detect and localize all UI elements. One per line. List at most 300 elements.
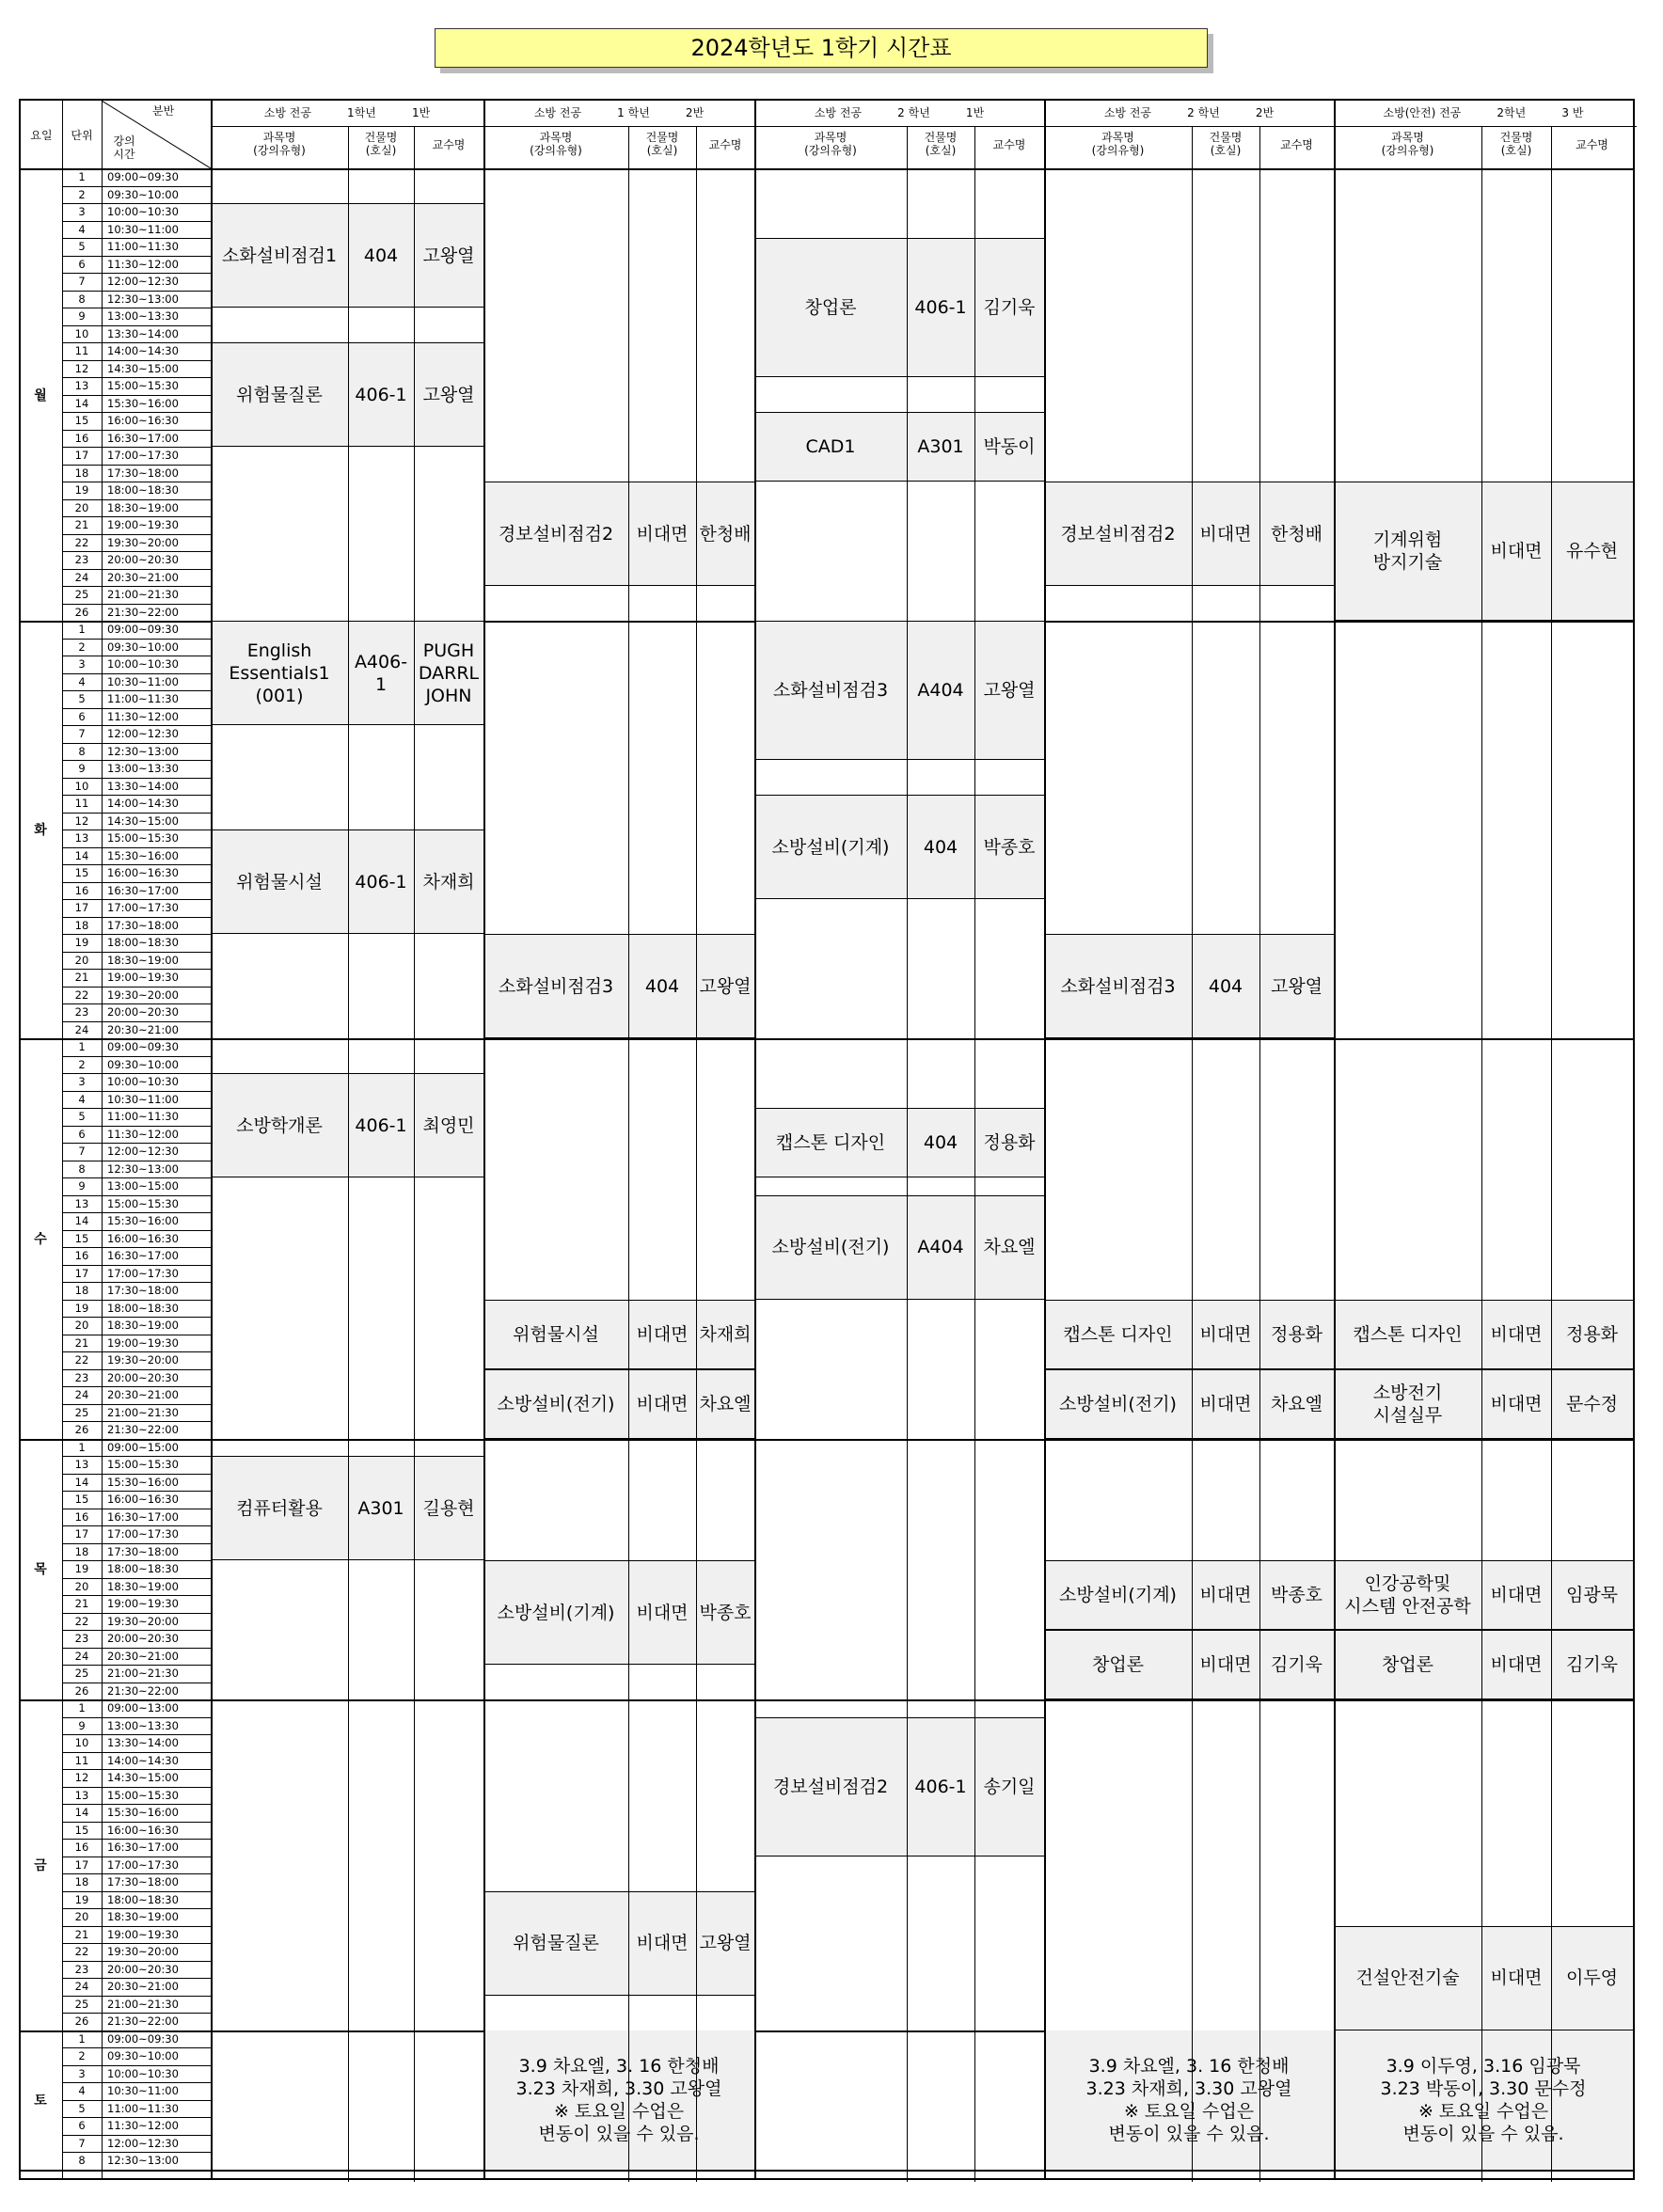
slot-unit: 22 — [74, 1353, 89, 1367]
slot-time: 19:00~19:30 — [107, 518, 179, 531]
slot-unit: 11 — [74, 1753, 89, 1767]
slot-unit: 26 — [74, 2014, 89, 2028]
slot-unit: 14 — [74, 1214, 89, 1227]
slot-unit: 2 — [78, 2049, 86, 2062]
slot-time: 20:00~20:30 — [107, 1005, 179, 1019]
slot-unit: 13 — [74, 1458, 89, 1471]
slot-time: 21:00~21:30 — [107, 1667, 179, 1680]
course-room: 비대면 — [1481, 1300, 1551, 1369]
slot-unit: 4 — [78, 1092, 86, 1106]
slot-unit: 2 — [78, 187, 86, 201]
slot-unit: 22 — [74, 988, 89, 1002]
slot-unit: 18 — [74, 918, 89, 932]
slot-time: 14:30~15:00 — [107, 814, 179, 828]
course-room: 비대면 — [1481, 482, 1551, 621]
course-prof: 정용화 — [974, 1108, 1044, 1177]
column-header-room: 건물명 (호실) — [1499, 131, 1533, 157]
grid-hline — [211, 126, 1637, 127]
slot-time: 10:30~11:00 — [107, 1092, 179, 1106]
slot-time: 15:30~16:00 — [107, 396, 179, 410]
slot-time: 17:30~18:00 — [107, 1875, 179, 1888]
course-prof: 김기욱 — [1551, 1630, 1633, 1699]
slot-unit: 21 — [74, 518, 89, 531]
slot-time: 19:00~19:30 — [107, 1927, 179, 1941]
grid-vline — [754, 101, 756, 2178]
slot-time: 11:30~12:00 — [107, 2119, 179, 2132]
class-header-1: 소방 전공 1학년 1반 — [263, 106, 431, 119]
column-header-subject: 과목명 (강의유형) — [253, 131, 306, 157]
slot-unit: 1 — [78, 623, 86, 636]
slot-time: 16:00~16:30 — [107, 1493, 179, 1506]
slot-unit: 20 — [74, 953, 89, 967]
course-prof: 박종호 — [696, 1560, 754, 1665]
slot-time: 19:00~19:30 — [107, 1335, 179, 1350]
course-prof: 한청배 — [696, 482, 754, 586]
course-prof: 최영민 — [414, 1073, 483, 1177]
course-prof: 송기일 — [974, 1717, 1044, 1856]
slot-time: 17:30~18:00 — [107, 1544, 179, 1558]
slot-time: 17:00~17:30 — [107, 1266, 179, 1280]
course-subject: 창업론 — [754, 238, 907, 377]
course-room: 비대면 — [1481, 1560, 1551, 1630]
slot-time: 20:00~20:30 — [107, 1632, 179, 1645]
slot-time: 14:30~15:00 — [107, 1771, 179, 1784]
course-room: 404 — [1192, 934, 1259, 1038]
slot-time: 13:30~14:00 — [107, 1736, 179, 1749]
slot-time: 18:00~18:30 — [107, 1892, 179, 1906]
slot-unit: 21 — [74, 1597, 89, 1610]
slot-unit: 18 — [74, 466, 89, 480]
slot-time: 11:00~11:30 — [107, 692, 179, 705]
course-room: A301 — [907, 412, 974, 482]
slot-unit: 5 — [78, 240, 86, 253]
slot-time: 09:30~10:00 — [107, 1057, 179, 1071]
day-label: 화 — [34, 823, 47, 838]
slot-time: 16:00~16:30 — [107, 866, 179, 879]
course-subject: 인강공학및 시스템 안전공학 — [1334, 1560, 1481, 1630]
grid-vline — [211, 101, 213, 2178]
course-prof: 박종호 — [1259, 1560, 1334, 1630]
course-room: A404 — [907, 1195, 974, 1300]
slot-time: 11:30~12:00 — [107, 709, 179, 723]
course-prof: 차요엘 — [696, 1369, 754, 1439]
slot-unit: 20 — [74, 1579, 89, 1593]
course-subject: 소화설비점검3 — [754, 621, 907, 760]
slot-time: 18:30~19:00 — [107, 953, 179, 967]
slot-unit: 17 — [74, 449, 89, 462]
slot-time: 17:30~18:00 — [107, 466, 179, 480]
timetable-grid — [19, 99, 1635, 2180]
grid-vline — [1334, 101, 1336, 2178]
grid-vline — [1192, 168, 1193, 2182]
slot-unit: 19 — [74, 1301, 89, 1315]
slot-time: 11:00~11:30 — [107, 2101, 179, 2115]
slot-unit: 14 — [74, 1806, 89, 1819]
day-label: 토 — [34, 2093, 47, 2109]
slot-time: 13:30~14:00 — [107, 779, 179, 793]
slot-unit: 3 — [78, 205, 86, 218]
slot-unit: 15 — [74, 866, 89, 879]
column-header-subject: 과목명 (강의유형) — [804, 131, 857, 157]
slot-unit: 16 — [74, 883, 89, 897]
course-room: 비대면 — [1192, 1300, 1259, 1369]
day-label: 월 — [34, 387, 47, 403]
slot-unit: 20 — [74, 1910, 89, 1923]
course-prof: 이두영 — [1551, 1926, 1633, 2030]
slot-time: 20:00~20:30 — [107, 1962, 179, 1976]
slot-unit: 8 — [78, 1161, 86, 1176]
course-subject: 소방설비(기계) — [1044, 1560, 1192, 1630]
course-subject: 소화설비점검1 — [211, 203, 348, 308]
slot-unit: 18 — [74, 1875, 89, 1888]
course-prof: 김기욱 — [1259, 1630, 1334, 1699]
course-prof: 고왕열 — [974, 621, 1044, 760]
slot-time: 15:00~15:30 — [107, 1788, 179, 1802]
slot-time: 17:00~17:30 — [107, 901, 179, 914]
slot-unit: 1 — [78, 1701, 86, 1714]
day-label: 목 — [34, 1562, 47, 1578]
slot-unit: 22 — [74, 1614, 89, 1628]
course-prof: 고왕열 — [414, 203, 483, 308]
slot-unit: 10 — [74, 326, 89, 340]
slot-unit: 15 — [74, 1823, 89, 1837]
grid-vline — [414, 168, 415, 2182]
slot-time: 13:00~15:00 — [107, 1179, 179, 1193]
slot-time: 09:00~15:00 — [107, 1440, 179, 1454]
slot-unit: 22 — [74, 1945, 89, 1958]
header-section-label: 분반 — [152, 104, 175, 118]
slot-time: 18:00~18:30 — [107, 1562, 179, 1575]
slot-unit: 16 — [74, 1841, 89, 1854]
slot-unit: 7 — [78, 275, 86, 288]
slot-time: 21:30~22:00 — [107, 2014, 179, 2028]
grid-vline — [907, 168, 908, 2182]
slot-time: 20:30~21:00 — [107, 570, 179, 584]
slot-unit: 6 — [78, 1127, 86, 1141]
slot-time: 19:30~20:00 — [107, 535, 179, 549]
course-subject: 소방설비(전기) — [754, 1195, 907, 1300]
slot-unit: 3 — [78, 2066, 86, 2080]
page-title: 2024학년도 1학기 시간표 — [435, 28, 1208, 68]
slot-unit: 6 — [78, 2119, 86, 2132]
slot-time: 13:30~14:00 — [107, 326, 179, 340]
slot-unit: 15 — [74, 414, 89, 427]
slot-time: 16:30~17:00 — [107, 431, 179, 445]
slot-unit: 10 — [74, 1736, 89, 1749]
saturday-note: 3.9 차요엘, 3. 16 한청배 3.23 차재희, 3.30 고왕열 ※ 토요일 수업은 변동이 있을 수 있음. — [483, 2030, 754, 2170]
slot-unit: 1 — [78, 170, 86, 183]
column-header-subject: 과목명 (강의유형) — [530, 131, 582, 157]
course-prof: 박동이 — [974, 412, 1044, 482]
slot-time: 13:00~13:30 — [107, 309, 179, 323]
course-room: 비대면 — [1192, 1560, 1259, 1630]
slot-time: 09:00~09:30 — [107, 623, 179, 636]
course-room: 비대면 — [1481, 1926, 1551, 2030]
slot-time: 10:00~10:30 — [107, 1075, 179, 1088]
slot-time: 16:00~16:30 — [107, 1823, 179, 1837]
slot-time: 16:00~16:30 — [107, 414, 179, 427]
slot-time: 13:00~13:30 — [107, 762, 179, 775]
course-subject: 캡스톤 디자인 — [1334, 1300, 1481, 1369]
course-subject: 경보설비점검2 — [754, 1717, 907, 1856]
course-subject: 위험물시설 — [483, 1300, 628, 1369]
slot-unit: 6 — [78, 709, 86, 723]
slot-time: 14:30~15:00 — [107, 361, 179, 375]
slot-unit: 3 — [78, 657, 86, 671]
slot-time: 17:00~17:30 — [107, 1857, 179, 1872]
course-room: 404 — [907, 795, 974, 899]
slot-unit: 23 — [74, 1632, 89, 1645]
slot-time: 10:00~10:30 — [107, 657, 179, 671]
course-room: 406-1 — [348, 342, 414, 447]
saturday-note: 3.9 차요엘, 3. 16 한청배 3.23 차재희, 3.30 고왕열 ※ 토요일 수업은 변동이 있을 수 있음. — [1044, 2030, 1334, 2170]
slot-unit: 21 — [74, 1927, 89, 1941]
course-room: 비대면 — [1481, 1369, 1551, 1439]
slot-time: 20:00~20:30 — [107, 1370, 179, 1384]
grid-hline — [21, 1699, 1633, 1701]
slot-unit: 24 — [74, 1022, 89, 1036]
slot-unit: 24 — [74, 570, 89, 584]
slot-unit: 1 — [78, 1440, 86, 1454]
course-prof: 고왕열 — [696, 1891, 754, 1996]
slot-unit: 5 — [78, 692, 86, 705]
saturday-note: 3.9 이두영, 3.16 임광묵 3.23 박동이, 3.30 문수정 ※ 토요일 수업은 변동이 있을 수 있음. — [1334, 2030, 1633, 2170]
grid-vline — [1259, 168, 1260, 2182]
grid-vline — [1044, 101, 1046, 2178]
slot-unit: 15 — [74, 1231, 89, 1245]
slot-time: 11:30~12:00 — [107, 257, 179, 271]
course-prof: 차재희 — [696, 1300, 754, 1369]
grid-vline — [348, 168, 349, 2182]
course-subject: 위험물질론 — [483, 1891, 628, 1996]
grid-hline — [21, 168, 1633, 170]
slot-time: 15:30~16:00 — [107, 1214, 179, 1227]
course-prof: 차요엘 — [974, 1195, 1044, 1300]
course-subject: 캡스톤 디자인 — [754, 1108, 907, 1177]
slot-time: 20:30~21:00 — [107, 1649, 179, 1663]
slot-unit: 24 — [74, 1980, 89, 1993]
grid-vline — [974, 168, 975, 2182]
slot-unit: 14 — [74, 396, 89, 410]
course-room: 406-1 — [348, 1073, 414, 1177]
slot-unit: 21 — [74, 1335, 89, 1350]
slot-unit: 21 — [74, 971, 89, 984]
slot-unit: 25 — [74, 1405, 89, 1419]
course-room: 비대면 — [628, 1369, 696, 1439]
slot-time: 18:00~18:30 — [107, 1301, 179, 1315]
course-room: 비대면 — [1192, 1369, 1259, 1439]
slot-unit: 2 — [78, 1057, 86, 1071]
slot-time: 14:00~14:30 — [107, 1753, 179, 1767]
slot-unit: 24 — [74, 1649, 89, 1663]
slot-time: 09:00~09:30 — [107, 170, 179, 183]
slot-time: 10:30~11:00 — [107, 674, 179, 688]
slot-time: 20:30~21:00 — [107, 1388, 179, 1401]
course-room: 406-1 — [907, 1717, 974, 1856]
slot-time: 15:00~15:30 — [107, 1458, 179, 1471]
slot-time: 18:30~19:00 — [107, 1319, 179, 1332]
course-subject: 소방학개론 — [211, 1073, 348, 1177]
course-subject: 소방설비(기계) — [754, 795, 907, 899]
course-room: A406- 1 — [348, 621, 414, 725]
class-header-3: 소방 전공 2 학년 1반 — [814, 106, 985, 119]
slot-unit: 15 — [74, 1493, 89, 1506]
slot-time: 15:30~16:00 — [107, 848, 179, 862]
slot-time: 17:00~17:30 — [107, 449, 179, 462]
class-header-2: 소방 전공 1 학년 2반 — [533, 106, 705, 119]
column-header-room: 건물명 (호실) — [1209, 131, 1243, 157]
course-subject: English Essentials1 (001) — [211, 621, 348, 725]
column-header-prof: 교수명 — [1576, 138, 1608, 151]
slot-unit: 12 — [74, 1771, 89, 1784]
slot-unit: 17 — [74, 901, 89, 914]
slot-time: 21:00~21:30 — [107, 1997, 179, 2011]
slot-time: 12:00~12:30 — [107, 2136, 179, 2150]
slot-time: 17:00~17:30 — [107, 1527, 179, 1540]
slot-unit: 20 — [74, 1319, 89, 1332]
slot-unit: 9 — [78, 309, 86, 323]
slot-unit: 7 — [78, 2136, 86, 2150]
slot-time: 16:30~17:00 — [107, 883, 179, 897]
slot-unit: 23 — [74, 1370, 89, 1384]
slot-unit: 13 — [74, 1788, 89, 1802]
slot-time: 16:00~16:30 — [107, 1231, 179, 1245]
slot-time: 18:30~19:00 — [107, 1910, 179, 1923]
slot-unit: 11 — [74, 344, 89, 357]
slot-unit: 4 — [78, 2084, 86, 2097]
slot-time: 19:00~19:30 — [107, 1597, 179, 1610]
slot-time: 17:30~18:00 — [107, 918, 179, 932]
slot-unit: 1 — [78, 1040, 86, 1053]
course-prof: 한청배 — [1259, 482, 1334, 586]
header-time-label: 강의 시간 — [113, 134, 135, 161]
course-room: 406-1 — [907, 238, 974, 377]
slot-unit: 4 — [78, 222, 86, 236]
grid-vline — [1551, 168, 1552, 2182]
course-subject: 창업론 — [1044, 1630, 1192, 1699]
slot-unit: 9 — [78, 762, 86, 775]
day-label: 수 — [34, 1231, 47, 1247]
slot-time: 15:30~16:00 — [107, 1475, 179, 1489]
header-day-label: 요일 — [30, 129, 53, 142]
course-subject: 컴퓨터활용 — [211, 1456, 348, 1560]
slot-time: 18:00~18:30 — [107, 483, 179, 497]
slot-time: 12:30~13:00 — [107, 1161, 179, 1176]
slot-time: 18:30~19:00 — [107, 500, 179, 514]
course-prof: 길용현 — [414, 1456, 483, 1560]
grid-vline — [483, 101, 485, 2178]
course-prof: 정용화 — [1551, 1300, 1633, 1369]
slot-time: 10:30~11:00 — [107, 222, 179, 236]
slot-unit: 23 — [74, 1962, 89, 1976]
course-subject: 소방설비(기계) — [483, 1560, 628, 1665]
slot-unit: 5 — [78, 1110, 86, 1123]
slot-unit: 13 — [74, 831, 89, 845]
slot-unit: 23 — [74, 553, 89, 566]
grid-hline — [21, 1038, 1633, 1040]
column-header-room: 건물명 (호실) — [645, 131, 679, 157]
course-prof: 유수현 — [1551, 482, 1633, 621]
slot-unit: 10 — [74, 779, 89, 793]
slot-time: 12:30~13:00 — [107, 744, 179, 758]
slot-unit: 17 — [74, 1857, 89, 1872]
slot-time: 21:30~22:00 — [107, 1683, 179, 1698]
slot-unit: 17 — [74, 1527, 89, 1540]
slot-time: 15:00~15:30 — [107, 831, 179, 845]
slot-unit: 7 — [78, 727, 86, 740]
slot-time: 15:30~16:00 — [107, 1806, 179, 1819]
course-subject: 소화설비점검3 — [1044, 934, 1192, 1038]
slot-unit: 14 — [74, 1475, 89, 1489]
slot-time: 16:30~17:00 — [107, 1249, 179, 1262]
slot-unit: 16 — [74, 1249, 89, 1262]
course-prof: 김기욱 — [974, 238, 1044, 377]
course-prof: 임광묵 — [1551, 1560, 1633, 1630]
course-room: 비대면 — [1192, 1630, 1259, 1699]
slot-time: 16:30~17:00 — [107, 1841, 179, 1854]
slot-unit: 12 — [74, 814, 89, 828]
slot-time: 10:30~11:00 — [107, 2084, 179, 2097]
course-room: 404 — [348, 203, 414, 308]
slot-time: 09:30~10:00 — [107, 640, 179, 654]
slot-unit: 26 — [74, 1423, 89, 1436]
course-subject: 캡스톤 디자인 — [1044, 1300, 1192, 1369]
slot-time: 11:00~11:30 — [107, 1110, 179, 1123]
course-subject: 경보설비점검2 — [1044, 482, 1192, 586]
slot-time: 20:00~20:30 — [107, 553, 179, 566]
grid-vline — [628, 168, 629, 2182]
course-subject: 소방설비(전기) — [1044, 1369, 1192, 1439]
course-room: A301 — [348, 1456, 414, 1560]
slot-time: 09:00~13:00 — [107, 1701, 179, 1714]
slot-time: 16:30~17:00 — [107, 1509, 179, 1524]
slot-time: 19:30~20:00 — [107, 1353, 179, 1367]
column-header-room: 건물명 (호실) — [924, 131, 958, 157]
slot-unit: 19 — [74, 1562, 89, 1575]
slot-time: 09:00~09:30 — [107, 1040, 179, 1053]
slot-time: 20:30~21:00 — [107, 1980, 179, 1993]
course-prof: 차요엘 — [1259, 1369, 1334, 1439]
column-header-subject: 과목명 (강의유형) — [1381, 131, 1434, 157]
slot-unit: 26 — [74, 605, 89, 619]
slot-unit: 6 — [78, 257, 86, 271]
course-prof: 차재희 — [414, 830, 483, 934]
course-subject: 기계위험 방지기술 — [1334, 482, 1481, 621]
slot-time: 14:00~14:30 — [107, 344, 179, 357]
grid-hline — [21, 1439, 1633, 1441]
course-room: 404 — [907, 1108, 974, 1177]
header-unit-label: 단위 — [71, 129, 93, 142]
class-header-4: 소방 전공 2 학년 2반 — [1103, 106, 1275, 119]
course-room: 비대면 — [1481, 1630, 1551, 1699]
course-subject: 소방전기 시설실무 — [1334, 1369, 1481, 1439]
slot-time: 13:00~13:30 — [107, 1718, 179, 1732]
column-header-prof: 교수명 — [708, 138, 742, 151]
column-header-subject: 과목명 (강의유형) — [1091, 131, 1145, 157]
slot-unit: 8 — [78, 292, 86, 306]
column-header-prof: 교수명 — [992, 138, 1026, 151]
slot-unit: 5 — [78, 2101, 86, 2115]
course-prof: PUGH DARRL JOHN — [414, 621, 483, 725]
course-room: 404 — [628, 934, 696, 1038]
course-subject: 건설안전기술 — [1334, 1926, 1481, 2030]
course-room: 비대면 — [628, 1891, 696, 1996]
course-subject: 위험물시설 — [211, 830, 348, 934]
slot-time: 12:00~12:30 — [107, 727, 179, 740]
course-prof: 고왕열 — [1259, 934, 1334, 1038]
class-header-5: 소방(안전) 전공 2학년 3 반 — [1383, 106, 1584, 119]
slot-time: 15:00~15:30 — [107, 1196, 179, 1210]
